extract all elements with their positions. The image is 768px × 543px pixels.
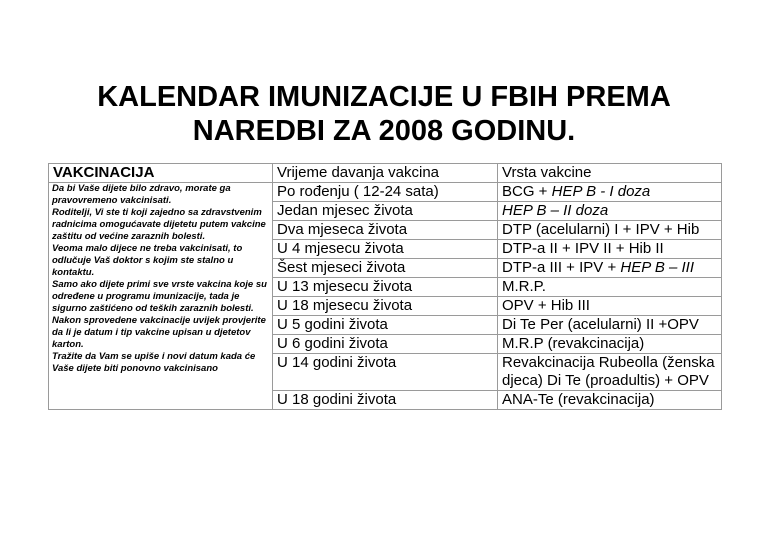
vaccine-cell: OPV + Hib III [498, 297, 722, 316]
table-header-row [49, 164, 722, 183]
time-cell: U 4 mjesecu života [273, 240, 498, 259]
vaccine-cell [498, 259, 722, 278]
vaccine-cell: M.R.P. [498, 278, 722, 297]
header-vakcinacija: VAKCINACIJA [49, 164, 273, 183]
vaccine-cell: Revakcinacija Rubeolla (ženska djeca) Di Te (proadultis) + OPV [498, 354, 722, 391]
header-vrijeme: Vrijeme davanja vakcina [273, 164, 498, 183]
vaccine-cell: DTP (acelularni) I + IPV + Hib [498, 221, 722, 240]
time-cell: U 13 mjesecu života [273, 278, 498, 297]
title-line-1: KALENDAR IMUNIZACIJE U FBIH PREMA [97, 81, 671, 113]
vaccine-cell: ANA-Te (revakcinacija) [498, 391, 722, 410]
title-line-2: NAREDBI ZA 2008 GODINU. [192, 115, 576, 147]
time-cell: U 18 godini života [273, 391, 498, 410]
time-cell: Jedan mjesec života [273, 202, 498, 221]
header-vrsta: Vrsta vakcine [498, 164, 722, 183]
vaccine-cell: M.R.P (revakcinacija) [498, 335, 722, 354]
time-cell: U 18 mjesecu života [273, 297, 498, 316]
info-cell [49, 183, 273, 410]
time-cell: U 14 godini života [273, 354, 498, 391]
time-cell: U 6 godini života [273, 335, 498, 354]
vaccine-cell [498, 183, 722, 202]
vaccine-text-italic: HEP B – III [620, 259, 695, 276]
table-row [49, 183, 722, 202]
vaccine-text-italic: HEP B - I doza [551, 183, 651, 200]
vaccine-cell: Di Te Per (acelularni) II +OPV [498, 316, 722, 335]
vaccine-text: BCG + [502, 183, 552, 200]
vaccine-cell: DTP-a II + IPV II + Hib II [498, 240, 722, 259]
vaccine-cell [498, 202, 722, 221]
vaccine-text: DTP-a III + IPV + [502, 259, 621, 276]
document-title [0, 80, 768, 148]
vaccine-text-italic: HEP B – II doza [502, 202, 609, 219]
info-text: Da bi Vaše dijete bilo zdravo, morate ga pravovremeno vakcinisati. Roditelji, Vi ste ti koji zajedno sa zdravstvenim radnicima omogućavate dijetetu putem vakcine zaštitu od većine zaraznih bolesti. Veoma malo dijece ne treba vakcinisati, to odlučuje Vaš doktor s kojim ste stalno u kontaktu. Samo ako dijete primi sve vrste vakcina koje su određene u programu imunizacije, tada je sigurno zaštićeno od teških zaraznih bolesti. Nakon sprovedene vakcinacije uvijek provjerite da li je datum i tip vakcine upisan u djetetov karton. Tražite da Vam se upiše i novi datum kada će Vaše dijete biti ponovno vakcinisano [52, 183, 267, 374]
time-cell: Po rođenju ( 12-24 sata) [273, 183, 498, 202]
immunization-table [48, 163, 722, 410]
time-cell: U 5 godini života [273, 316, 498, 335]
time-cell: Dva mjeseca života [273, 221, 498, 240]
time-cell: Šest mjeseci života [273, 259, 498, 278]
